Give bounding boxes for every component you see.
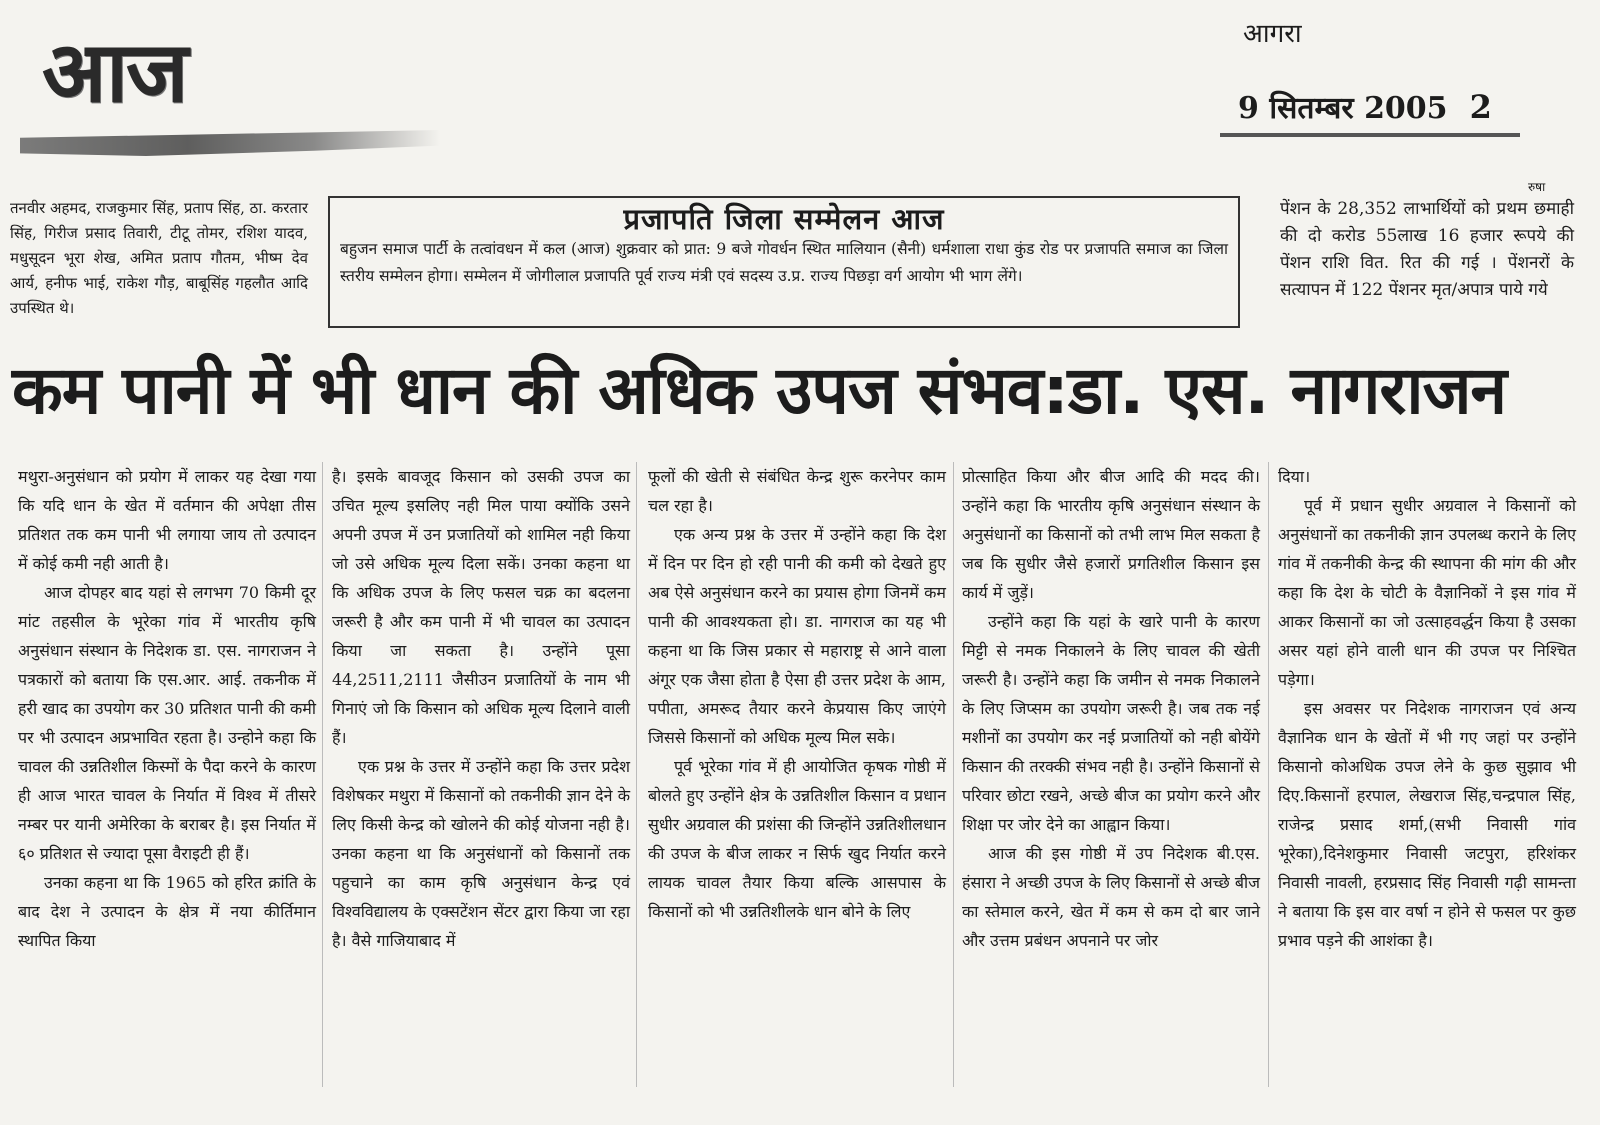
paragraph: है। इसके बावजूद किसान को उसकी उपज का उचित मूल्य इसलिए नही मिल पाया क्योंकि उसने अपनी उपज में उन प्रजातियों को शामिल नही किया जो उसे अधिक मूल्य दिला सकें। उनका कहना था कि अधिक उपज के लिए फसल चक्र का बदलना जरूरी है और कम पानी में भी चावल का उत्पादन किया जा सकता है। उन्होंने पूसा 44,2511,2111 जैसीउन प्रजातियों के नाम भी गिनाएं जो कि किसान को अधिक मूल्य दिलाने वाली हैं। xyxy=(332,467,630,747)
paragraph: एक प्रश्न के उत्तर में उन्होंने कहा कि उत्तर प्रदेश विशेषकर मथुरा में किसानों को तकनीकी ज्ञान देने के लिए किसी केन्द्र को खोलने की कोई योजना नही है। उनका कहना था कि अनुसंधानों को किसानों तक पहुचाने का काम कृषि अनुसंधान केन्द्र एवं विश्वविद्यालय के एक्सटेंशन सेंटर द्वारा किया जा रहा है। वैसे गाजियाबाद में xyxy=(332,757,630,950)
paragraph: मथुरा-अनुसंधान को प्रयोग में लाकर यह देखा गया कि यदि धान के खेत में वर्तमान की अपेक्षा तीस प्रतिशत तक कम पानी भी लगाया जाय तो उत्पादन में कोई कमी नही आती है। xyxy=(18,467,316,573)
paragraph: एक अन्य प्रश्न के उत्तर में उन्होंने कहा कि देश में दिन पर दिन हो रही पानी की कमी को देखते हुए अब ऐसे अनुसंधान करने का प्रयास होगा जिनमें कम पानी की आवश्यकता हो। डा. नागराज का यह भी कहना था कि जिस प्रकार से महाराष्ट्र से आने वाला अंगूर एक जैसा होता है ऐसा ही उत्तर प्रदेश के आम, पपीता, अमरूद तैयार करने केप्रयास किए जाएंगे जिससे किसानों को अधिक मूल्य मिल सके। xyxy=(648,525,946,747)
column-divider xyxy=(322,462,323,1087)
news-box-body: बहुजन समाज पार्टी के तत्वांवधन में कल (आज) शुक्रवार को प्रात: 9 बजे गोवर्धन स्थित मालियान (सैनी) धर्मशाला राधा कुंड रोड पर प्रजापति समाज का जिला स्तरीय सम्मेलन होगा। सम्मेलन में जोगीलाल प्रजापति पूर्व राज्य मंत्री एवं सदस्य उ.प्र. राज्य पिछड़ा वर्ग आयोग भी भाग लेंगे। xyxy=(340,240,1228,285)
masthead-logo: आज xyxy=(42,23,187,121)
issue-date: 9 सितम्बर 2005 xyxy=(1238,91,1448,126)
page-number: 2 xyxy=(1469,88,1492,126)
article-column-4 xyxy=(962,462,1260,955)
date-underline xyxy=(1220,133,1520,137)
edition-city: आगरा xyxy=(1243,19,1302,49)
column-divider xyxy=(1268,462,1269,1087)
handwritten-mark: रुषा xyxy=(1528,180,1546,194)
paragraph: उनका कहना था कि 1965 को हरित क्रांति के बाद देश ने उत्पादन के क्षेत्र में नया कीर्तिमान स्थापित किया xyxy=(18,873,316,950)
right-news-snippet: पेंशन के 28,352 लाभार्थियों को प्रथम छमाही की दो करोड 55लाख 16 हजार रूपये की पेंशन राशि वित. रित की गई । पेंशनरों के सत्यापन में 122 पेंशनर मृत/अपात्र पाये गये xyxy=(1280,199,1574,300)
paragraph: फूलों की खेती से संबंधित केन्द्र शुरू करनेपर काम चल रहा है। xyxy=(648,467,946,515)
paragraph: प्रोत्साहित किया और बीज आदि की मदद की। उन्होंने कहा कि भारतीय कृषि अनुसंधान संस्थान के अनुसंधानों का किसानों को तभी लाभ मिल सकता है जब कि सुधीर जैसे हजारों प्रगतिशील किसान इस कार्य में जुड़ें। xyxy=(962,467,1260,602)
paragraph: आज की इस गोष्ठी में उप निदेशक बी.एस. हंसारा ने अच्छी उपज के लिए किसानों से अच्छे बीज का स्तेमाल करने, खेत में कम से कम दो बार जाने और उत्तम प्रबंधन अपनाने पर जोर xyxy=(962,844,1260,950)
paragraph: पूर्व भूरेका गांव में ही आयोजित कृषक गोष्ठी में बोलते हुए उन्होंने क्षेत्र के उन्नतिशील किसान व प्रधान सुधीर अग्रवाल की प्रशंसा की जिन्होंने उन्नतिशीलधान की उपज के बीज लाकर न सिर्फ खुद निर्यात करने लायक चावल तैयार किया बल्कि आसपास के किसानों को भी उन्नतिशीलके धान बोने के लिए xyxy=(648,757,946,921)
dateline xyxy=(1238,86,1492,127)
article-column-2 xyxy=(332,462,630,955)
main-headline: कम पानी में भी धान की अधिक उपज संभव:डा. एस. नागराजन xyxy=(12,352,1507,429)
masthead-ink-smear xyxy=(20,130,440,156)
column-divider xyxy=(953,462,954,1087)
left-news-snippet: तनवीर अहमद, राजकुमार सिंह, प्रताप सिंह, ठा. करतार सिंह, गिरीज प्रसाद तिवारी, टीटू तोमर, रशिश यादव, मधुसूदन भूरा शेख, अमित प्रताप गौतम, भीष्म देव आर्य, हनीफ भाई, राकेश गौड़, बाबूसिंह गहलौत आदि उपस्थित थे। xyxy=(10,199,309,317)
paragraph: दिया। xyxy=(1278,467,1311,486)
news-box xyxy=(328,196,1240,328)
news-box-title: प्रजापति जिला सम्मेलन आज xyxy=(623,202,945,236)
paragraph: उन्होंने कहा कि यहां के खारे पानी के कारण मिट्टी से नमक निकालने के लिए चावल की खेती जरूरी है। उन्होंने कहा कि जमीन से नमक निकालने के लिए जिप्सम का उपयोग जरूरी है। जब तक नई मशीनों का उपयोग कर नई प्रजातियों को नही बोयेंगे किसान की तरक्की संभव नही है। उन्होंने किसानों से परिवार छोटा रखने, अच्छे बीज का प्रयोग करने और शिक्षा पर जोर देने का आह्वान किया। xyxy=(962,612,1260,834)
paragraph: आज दोपहर बाद यहां से लगभग 70 किमी दूर मांट तहसील के भूरेका गांव में भारतीय कृषि अनुसंधान संस्थान के निदेशक डा. एस. नागराजन ने पत्रकारों को बताया कि एस.आर. आई. तकनीक में हरी खाद का उपयोग कर 30 प्रतिशत पानी की कमी पर भी उत्पादन अप्रभावित रहता है। उन्होने कहा कि चावल की उन्नतिशील किस्मों के पैदा करने के कारण ही आज भारत चावल के निर्यात में विश्व में तीसरे नम्बर पर यानी अमेरिका के बराबर है। इस निर्यात में ६० प्रतिशत से ज्यादा पूसा वैराइटी ही हैं। xyxy=(18,583,316,863)
paragraph: पूर्व में प्रधान सुधीर अग्रवाल ने किसानों को अनुसंधानों का तकनीकी ज्ञान उपलब्ध कराने के लिए गांव में तकनीकी केन्द्र की स्थापना की मांग की और कहा कि देश के चोटी के वैज्ञानिकों ने इस गांव में आकर किसानों का जो उत्साहवर्द्धन किया है उसका असर यहां होने वाली धान की उपज पर निश्चित पड़ेगा। xyxy=(1278,496,1576,689)
article-column-5 xyxy=(1278,462,1576,955)
column-divider xyxy=(636,462,637,1087)
article-column-3 xyxy=(648,462,946,926)
paragraph: इस अवसर पर निदेशक नागराजन एवं अन्य वैज्ञानिक धान के खेतों में भी गए जहां पर उन्होंने किसानो कोअधिक उपज लेने के कुछ सुझाव भी दिए.किसानों हरपाल, लेखराज सिंह,चन्द्रपाल सिंह, राजेन्द्र प्रसाद शर्मा,(सभी निवासी गांव भूरेका),दिनेशकुमार निवासी जटपुरा, हरिशंकर निवासी नावली, हरप्रसाद सिंह निवासी गढ़ी सामन्ता ने बताया कि इस वार वर्षा न होने से फसल पर कुछ प्रभाव पड़ने की आशंका है। xyxy=(1278,699,1576,950)
article-column-1 xyxy=(18,462,316,955)
